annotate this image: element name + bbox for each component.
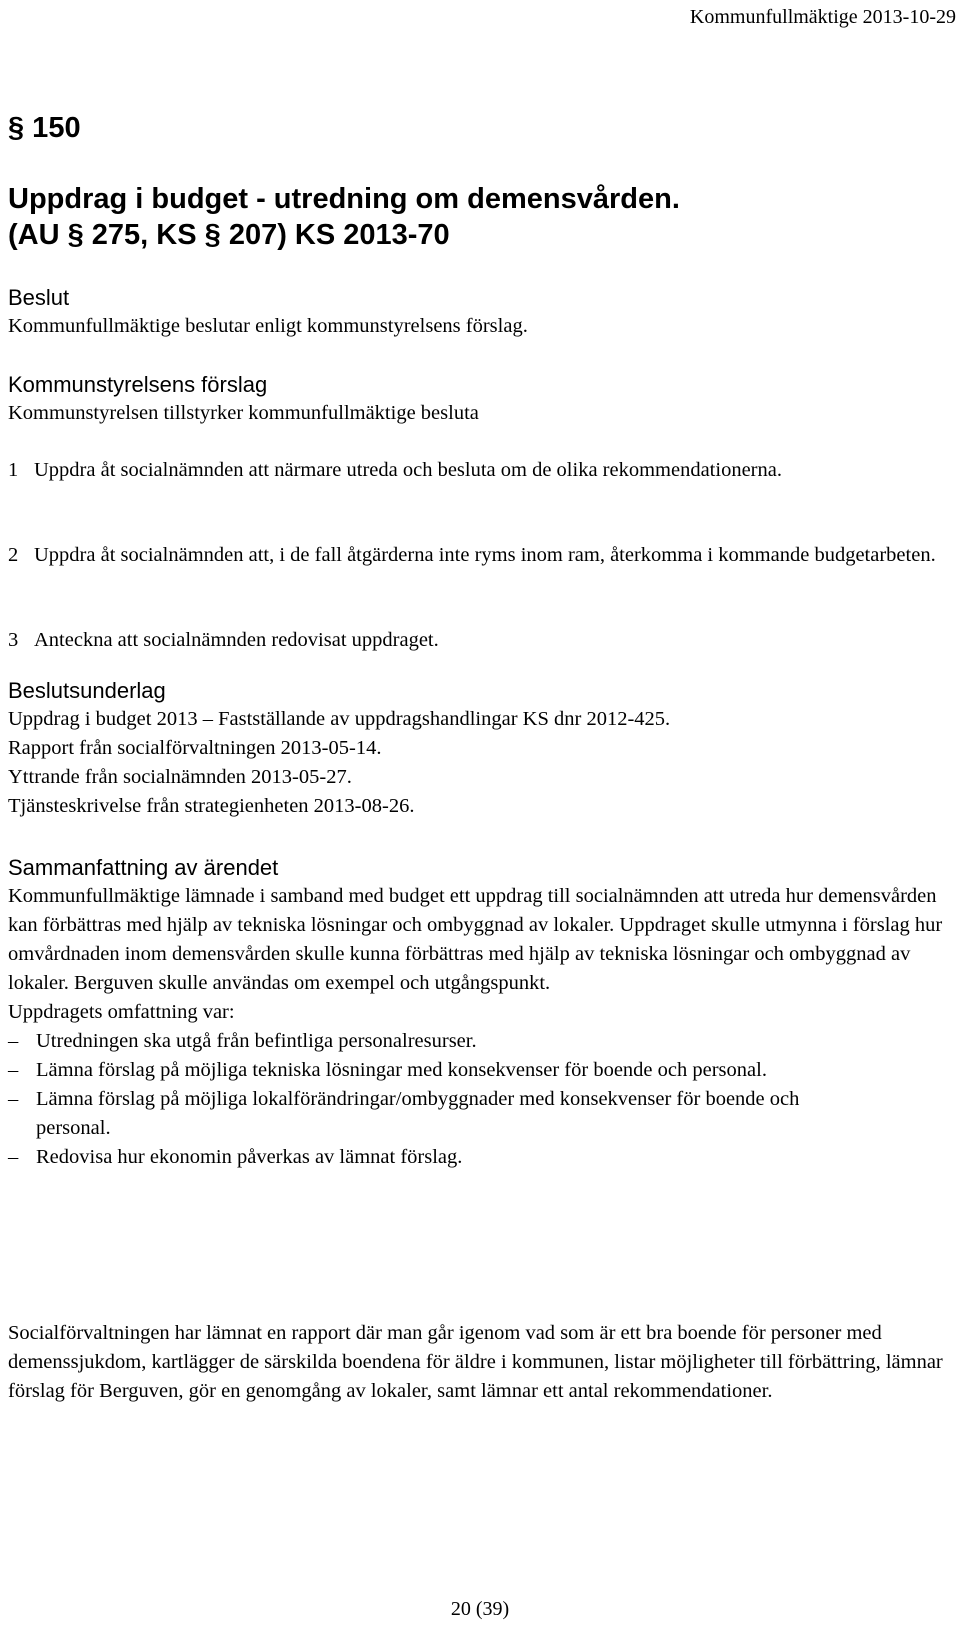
beslutsunderlag-section	[8, 676, 948, 821]
dash-bullet: –	[8, 1030, 19, 1052]
underlag-line: Rapport från socialförvaltningen 2013-05-14.	[8, 737, 382, 759]
beslut-section	[8, 283, 948, 341]
forslag-item-1	[8, 456, 948, 485]
item-text: Uppdra åt socialnämnden att, i de fall åtgärderna inte ryms inom ram, återkomma i kommande budgetarbeten.	[34, 544, 936, 566]
sammanfattning-para-2: Socialförvaltningen har lämnat en rapport där man går igenom vad som är ett bra boende för personer med demenssjukdom, kartlägger de särskilda boendena för äldre i kommunen, listar möjligheter till förbättring, lämnar förslag för Berguven, gör en genomgång av lokaler, samt lämnar ett antal rekommendationer.	[8, 1322, 943, 1402]
scope-item: – Lämna förslag på möjliga lokalförändringar/ombyggnader med konsekvenser för boende och personal.	[8, 1085, 948, 1143]
item-number: 3	[8, 629, 19, 651]
scope-item: – Utredningen ska utgå från befintliga personalresurser.	[8, 1027, 948, 1056]
sammanfattning-section	[8, 853, 948, 1172]
page-header: Kommunfullmäktige 2013-10-29	[689, 6, 956, 28]
title-line-1: Uppdrag i budget - utredning om demensvården.	[8, 183, 680, 215]
page-title	[8, 181, 680, 253]
forslag-intro: Kommunstyrelsen tillstyrker kommunfullmäktige besluta	[8, 402, 479, 424]
title-line-2: (AU § 275, KS § 207) KS 2013-70	[8, 219, 450, 251]
forslag-item-2	[8, 541, 948, 570]
forslag-section	[8, 370, 948, 428]
underlag-line: Yttrande från socialnämnden 2013-05-27.	[8, 766, 352, 788]
forslag-item-3	[8, 626, 948, 655]
item-text: Anteckna att socialnämnden redovisat uppdraget.	[34, 629, 439, 651]
scope-intro: Uppdragets omfattning var:	[8, 1001, 235, 1023]
dash-bullet: –	[8, 1059, 19, 1081]
beslut-heading: Beslut	[8, 285, 70, 310]
scope-item: – Lämna förslag på möjliga tekniska lösningar med konsekvenser för boende och personal.	[8, 1056, 948, 1085]
beslutsunderlag-heading: Beslutsunderlag	[8, 678, 166, 703]
scope-item: – Redovisa hur ekonomin påverkas av lämnat förslag.	[8, 1143, 948, 1172]
paragraph-number: § 150	[8, 112, 81, 144]
beslut-text: Kommunfullmäktige beslutar enligt kommunstyrelsens förslag.	[8, 315, 528, 337]
item-number: 1	[8, 459, 19, 481]
forslag-heading: Kommunstyrelsens förslag	[8, 372, 268, 397]
item-text: Uppdra åt socialnämnden att närmare utreda och besluta om de olika rekommendationerna.	[34, 459, 782, 481]
underlag-line: Uppdrag i budget 2013 – Fastställande av uppdragshandlingar KS dnr 2012-425.	[8, 708, 671, 730]
sammanfattning-para-1: Kommunfullmäktige lämnade i samband med budget ett uppdrag till socialnämnden att utreda hur demensvården kan förbättras med hjälp av tekniska lösningar och ombyggnad av lokaler. Uppdraget skulle utmynna i förslag hur omvårdnaden inom demensvården skulle kunna förbättras med hjälp av tekniska lösningar och ombyggnad av lokaler. Berguven skulle användas om exempel och utgångspunkt.	[8, 885, 943, 994]
sammanfattning-heading: Sammanfattning av ärendet	[8, 855, 279, 880]
page-number: 20 (39)	[450, 1598, 510, 1620]
dash-bullet: –	[8, 1146, 19, 1168]
dash-bullet: –	[8, 1088, 19, 1110]
underlag-line: Tjänsteskrivelse från strategienheten 2013-08-26.	[8, 795, 415, 817]
item-number: 2	[8, 544, 19, 566]
